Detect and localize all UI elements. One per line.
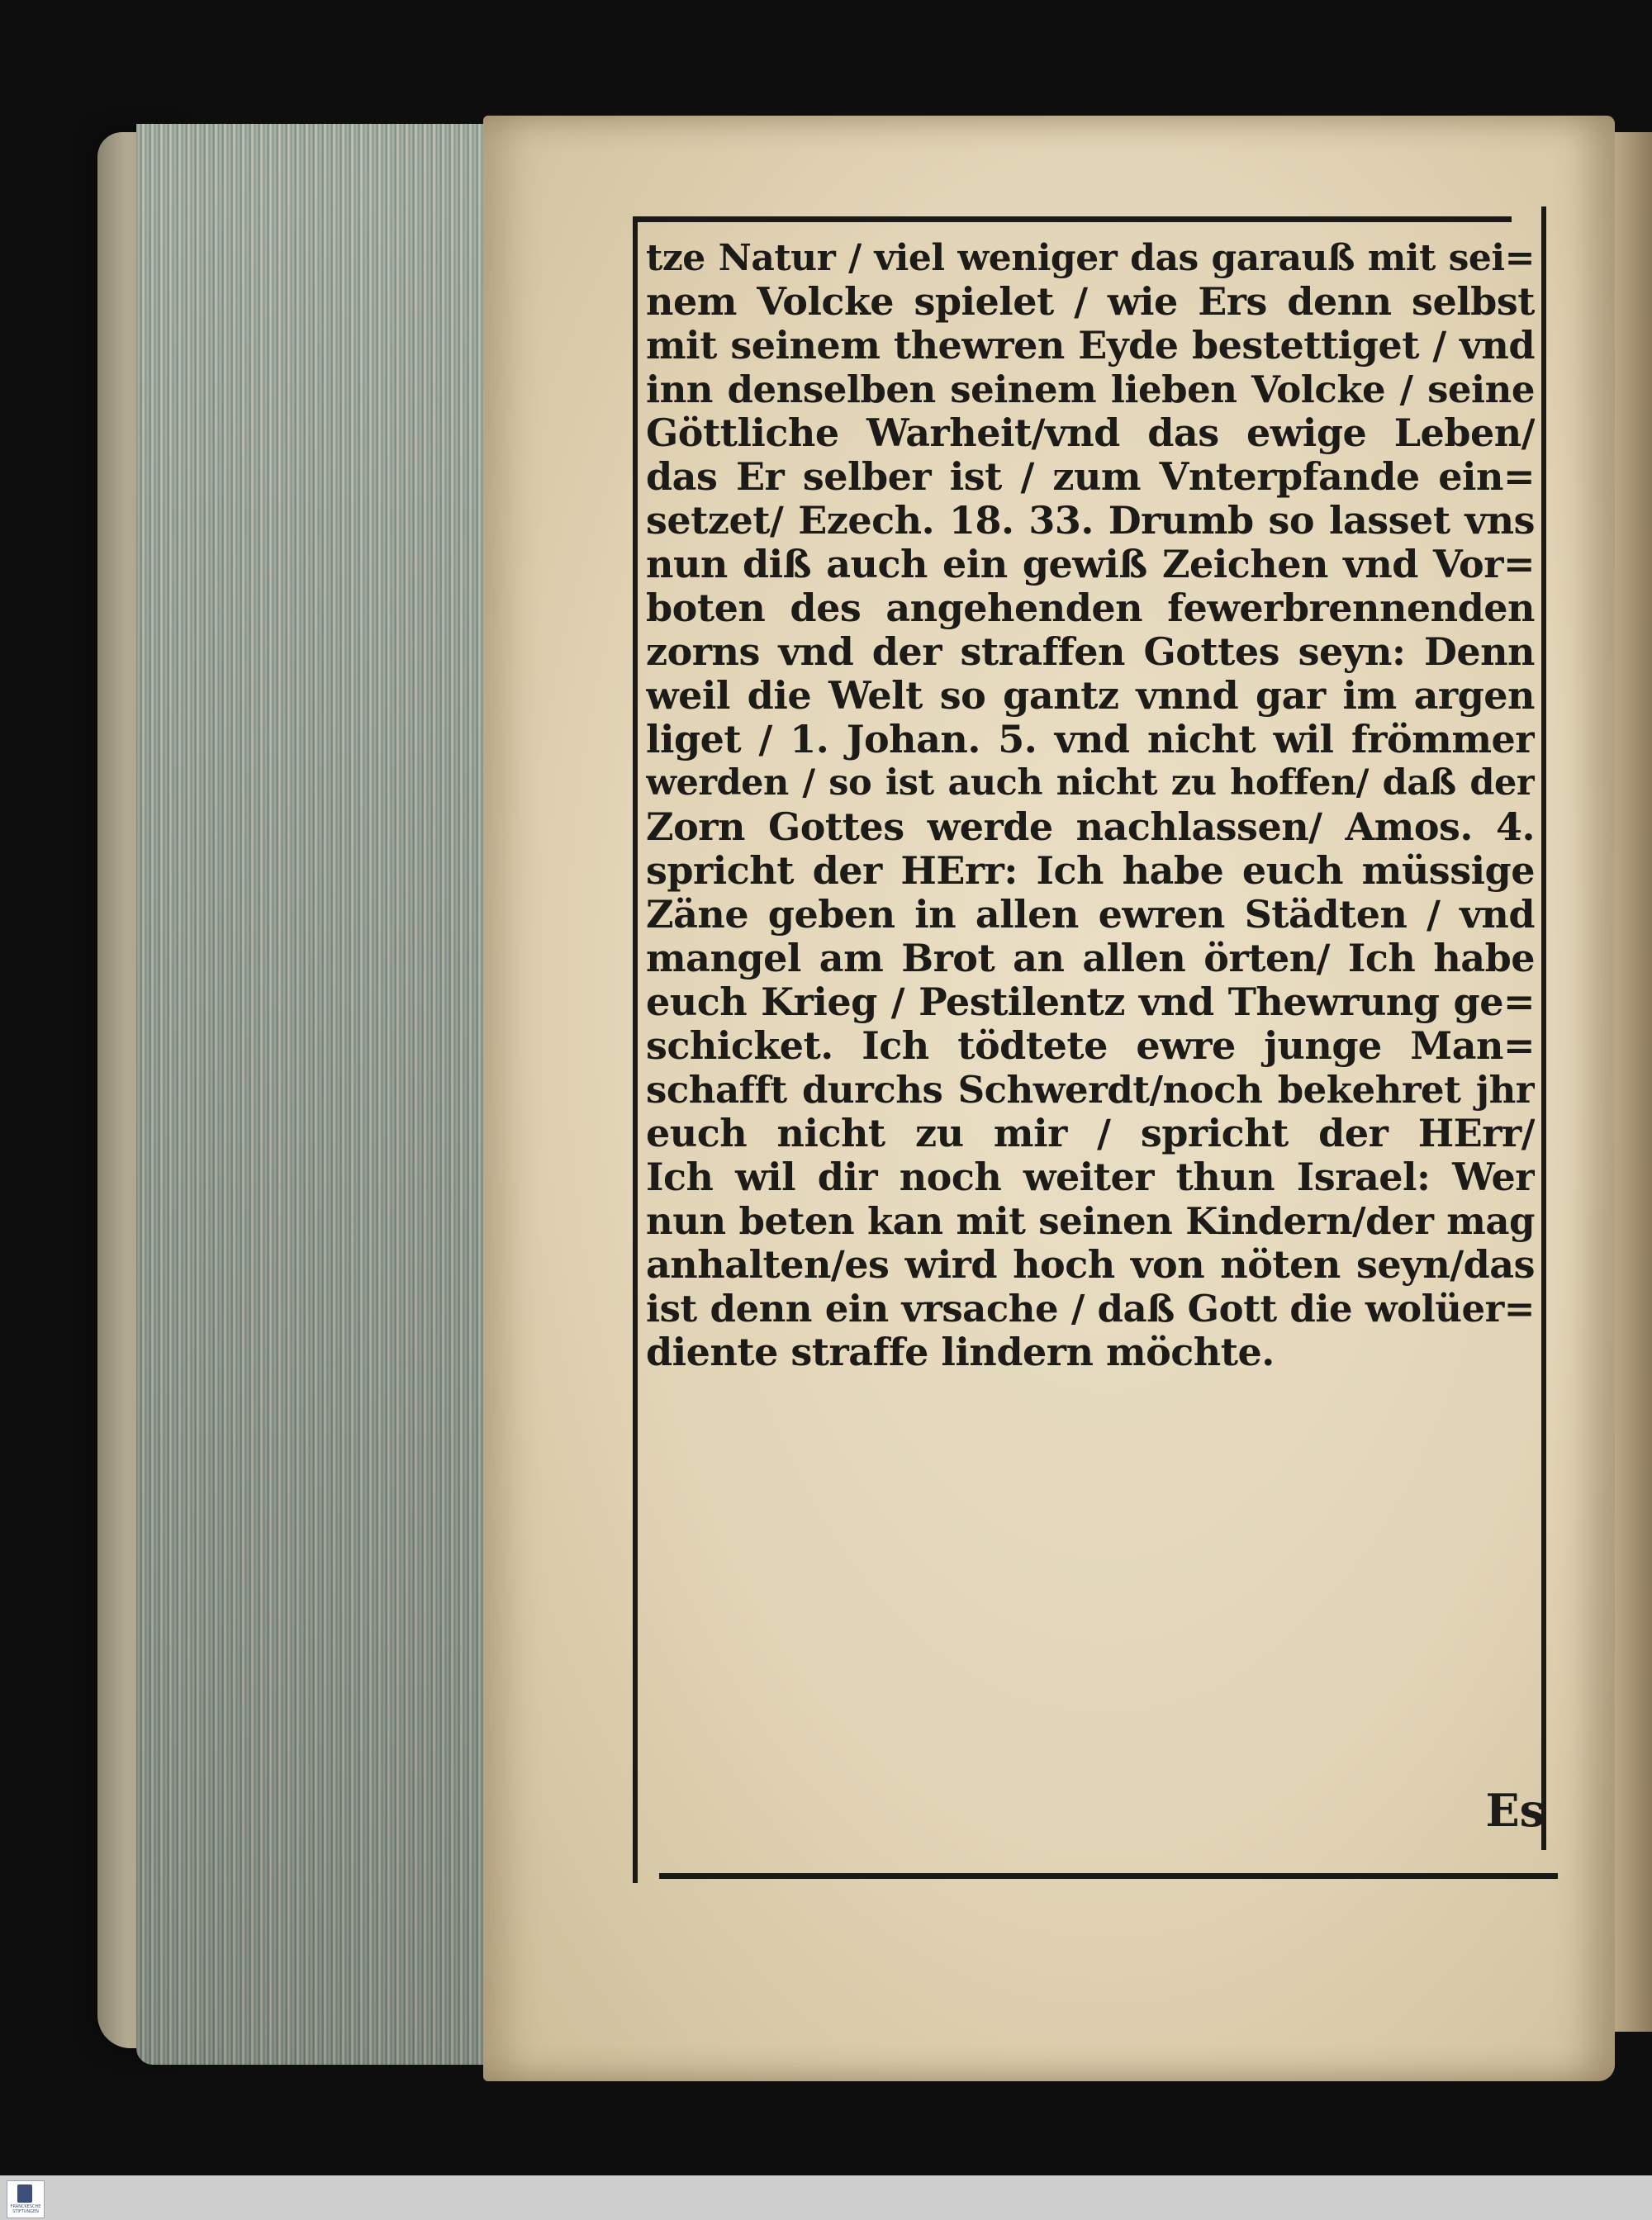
text-line: nun diß auch ein gewiß Zeichen vnd Vor=: [646, 543, 1535, 586]
frame-top-rule: [634, 216, 1512, 222]
text-line: mangel am Brot an allen örten/ Ich habe: [646, 937, 1535, 980]
text-line: liget / 1. Johan. 5. vnd nicht wil frömmer: [646, 718, 1535, 761]
page-text: [646, 236, 1535, 1374]
text-line: euch nicht zu mir / spricht der HErr/: [646, 1112, 1535, 1155]
library-logo-icon: [17, 2184, 32, 2203]
text-line: nun beten kan mit seinen Kindern/der mag: [646, 1199, 1535, 1243]
frame-left-rule: [633, 216, 638, 1883]
text-line: Zäne geben in allen ewren Städten / vnd: [646, 893, 1535, 937]
viewer-footer-bar: [0, 2175, 1652, 2220]
library-logo-text: FRANCKESCHE STIFTUNGEN: [10, 2204, 41, 2214]
text-line: schicket. Ich tödtete ewre junge Man=: [646, 1024, 1535, 1068]
catchword: Es: [1485, 1784, 1545, 1837]
text-line: spricht der HErr: Ich habe euch müssige: [646, 849, 1535, 893]
text-line: zorns vnd der straffen Gottes seyn: Denn: [646, 630, 1535, 674]
frame-bottom-rule: [659, 1873, 1558, 1879]
text-line: Göttliche Warheit/vnd das ewige Leben/: [646, 411, 1535, 455]
text-line: werden / so ist auch nicht zu hoffen/ daß der: [646, 762, 1535, 804]
text-line: setzet/ Ezech. 18. 33. Drumb so lasset vns: [646, 499, 1535, 543]
text-line: mit seinem thewren Eyde bestettiget / vnd: [646, 324, 1535, 368]
text-line: ist denn ein vrsache / daß Gott die wolüer=: [646, 1287, 1535, 1331]
library-logo[interactable]: [7, 2180, 45, 2218]
text-line: nem Volcke spielet / wie Ers denn selbst: [646, 280, 1535, 324]
text-line: Zorn Gottes werde nachlassen/ Amos. 4.: [646, 805, 1535, 849]
text-line: tze Natur / viel weniger das garauß mit sei=: [646, 237, 1535, 279]
text-line: anhalten/es wird hoch von nöten seyn/das: [646, 1243, 1535, 1287]
text-line: inn denselben seinem lieben Volcke / seine: [646, 368, 1535, 411]
text-line: das Er selber ist / zum Vnterpfande ein=: [646, 455, 1535, 499]
text-line: Ich wil dir noch weiter thun Israel: Wer: [646, 1155, 1535, 1199]
book-fore-edge: [136, 124, 500, 2065]
text-line: weil die Welt so gantz vnnd gar im argen: [646, 674, 1535, 718]
text-line: schafft durchs Schwerdt/noch bekehret jhr: [646, 1068, 1535, 1112]
frame-right-rule: [1541, 206, 1546, 1850]
text-line: boten des angehenden fewerbrennenden: [646, 586, 1535, 630]
facing-page-edge: [1615, 132, 1652, 2032]
text-line: diente straffe lindern möchte.: [646, 1331, 1275, 1374]
text-line: euch Krieg / Pestilentz vnd Thewrung ge=: [646, 980, 1535, 1024]
